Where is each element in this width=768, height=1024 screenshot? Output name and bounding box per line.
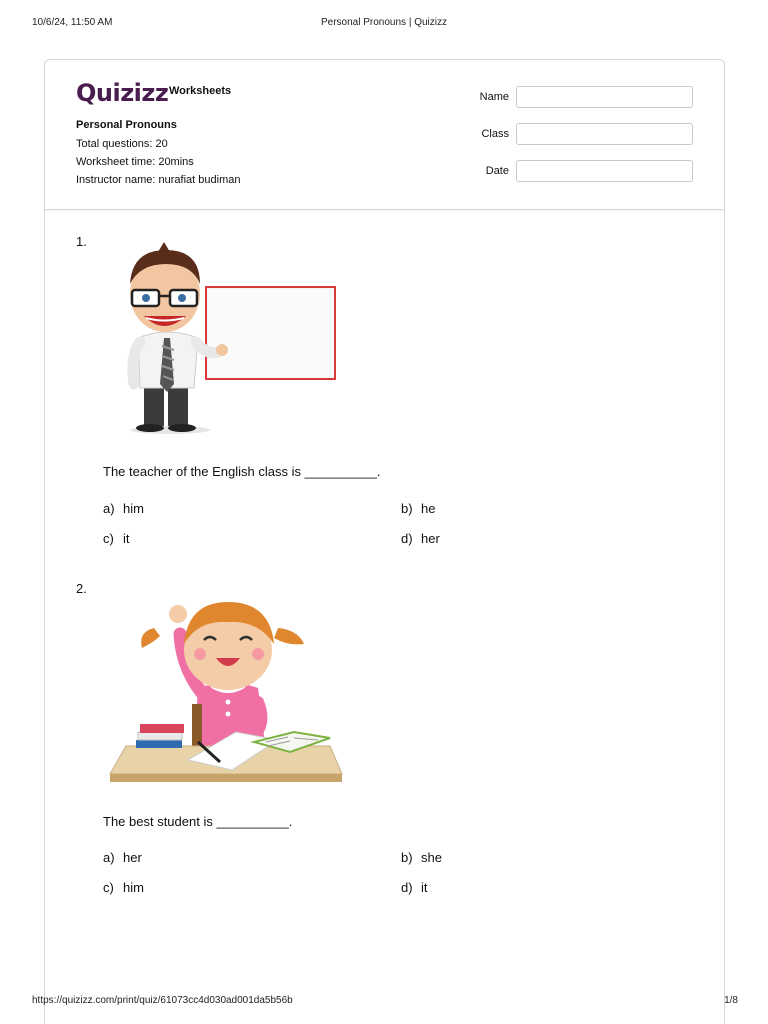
option-text: him bbox=[123, 880, 144, 895]
option-letter: a) bbox=[103, 850, 115, 865]
print-page-title: Personal Pronouns | Quizizz bbox=[321, 17, 447, 28]
option-text: it bbox=[421, 880, 428, 895]
class-field[interactable] bbox=[516, 123, 693, 145]
print-footer bbox=[32, 995, 738, 1009]
question-number: 1. bbox=[76, 234, 87, 249]
option-text: him bbox=[123, 501, 144, 516]
option-a[interactable] bbox=[103, 501, 144, 516]
print-header bbox=[32, 17, 736, 31]
quizizz-logo: Quizizz bbox=[76, 79, 169, 107]
option-letter: b) bbox=[401, 850, 413, 865]
instructor-name: Instructor name: nurafiat budiman bbox=[76, 174, 241, 186]
option-b[interactable] bbox=[401, 850, 442, 865]
worksheet-sheet bbox=[44, 59, 725, 1024]
option-letter: d) bbox=[401, 531, 413, 546]
option-text: he bbox=[421, 501, 436, 516]
option-letter: a) bbox=[103, 501, 115, 516]
option-text: she bbox=[421, 850, 442, 865]
class-label: Class bbox=[481, 128, 509, 140]
option-letter: c) bbox=[103, 880, 114, 895]
option-d[interactable] bbox=[401, 880, 428, 895]
print-page-number: 1/8 bbox=[724, 995, 738, 1006]
option-text: her bbox=[421, 531, 440, 546]
option-a[interactable] bbox=[103, 850, 142, 865]
total-questions: Total questions: 20 bbox=[76, 138, 168, 150]
question-number: 2. bbox=[76, 581, 87, 596]
date-label: Date bbox=[485, 165, 509, 177]
option-b[interactable] bbox=[401, 501, 435, 516]
question-text: The teacher of the English class is __________. bbox=[103, 464, 381, 479]
teacher-illustration bbox=[118, 238, 340, 438]
name-label: Name bbox=[479, 91, 509, 103]
name-field[interactable] bbox=[516, 86, 693, 108]
option-d[interactable] bbox=[401, 531, 440, 546]
date-field[interactable] bbox=[516, 160, 693, 182]
worksheet-time: Worksheet time: 20mins bbox=[76, 156, 194, 168]
option-letter: c) bbox=[103, 531, 114, 546]
print-url: https://quizizz.com/print/quiz/61073cc4d030ad001da5b56b bbox=[32, 995, 293, 1006]
option-letter: d) bbox=[401, 880, 413, 895]
print-datetime: 10/6/24, 11:50 AM bbox=[32, 17, 113, 28]
worksheets-label: Worksheets bbox=[169, 85, 232, 97]
option-text: her bbox=[123, 850, 142, 865]
option-letter: b) bbox=[401, 501, 413, 516]
option-c[interactable] bbox=[103, 880, 144, 895]
option-text: it bbox=[123, 531, 130, 546]
worksheet-header bbox=[45, 60, 724, 210]
question-text: The best student is __________. bbox=[103, 814, 293, 829]
student-illustration bbox=[108, 592, 346, 792]
worksheet-title: Personal Pronouns bbox=[76, 119, 177, 131]
option-c[interactable] bbox=[103, 531, 130, 546]
